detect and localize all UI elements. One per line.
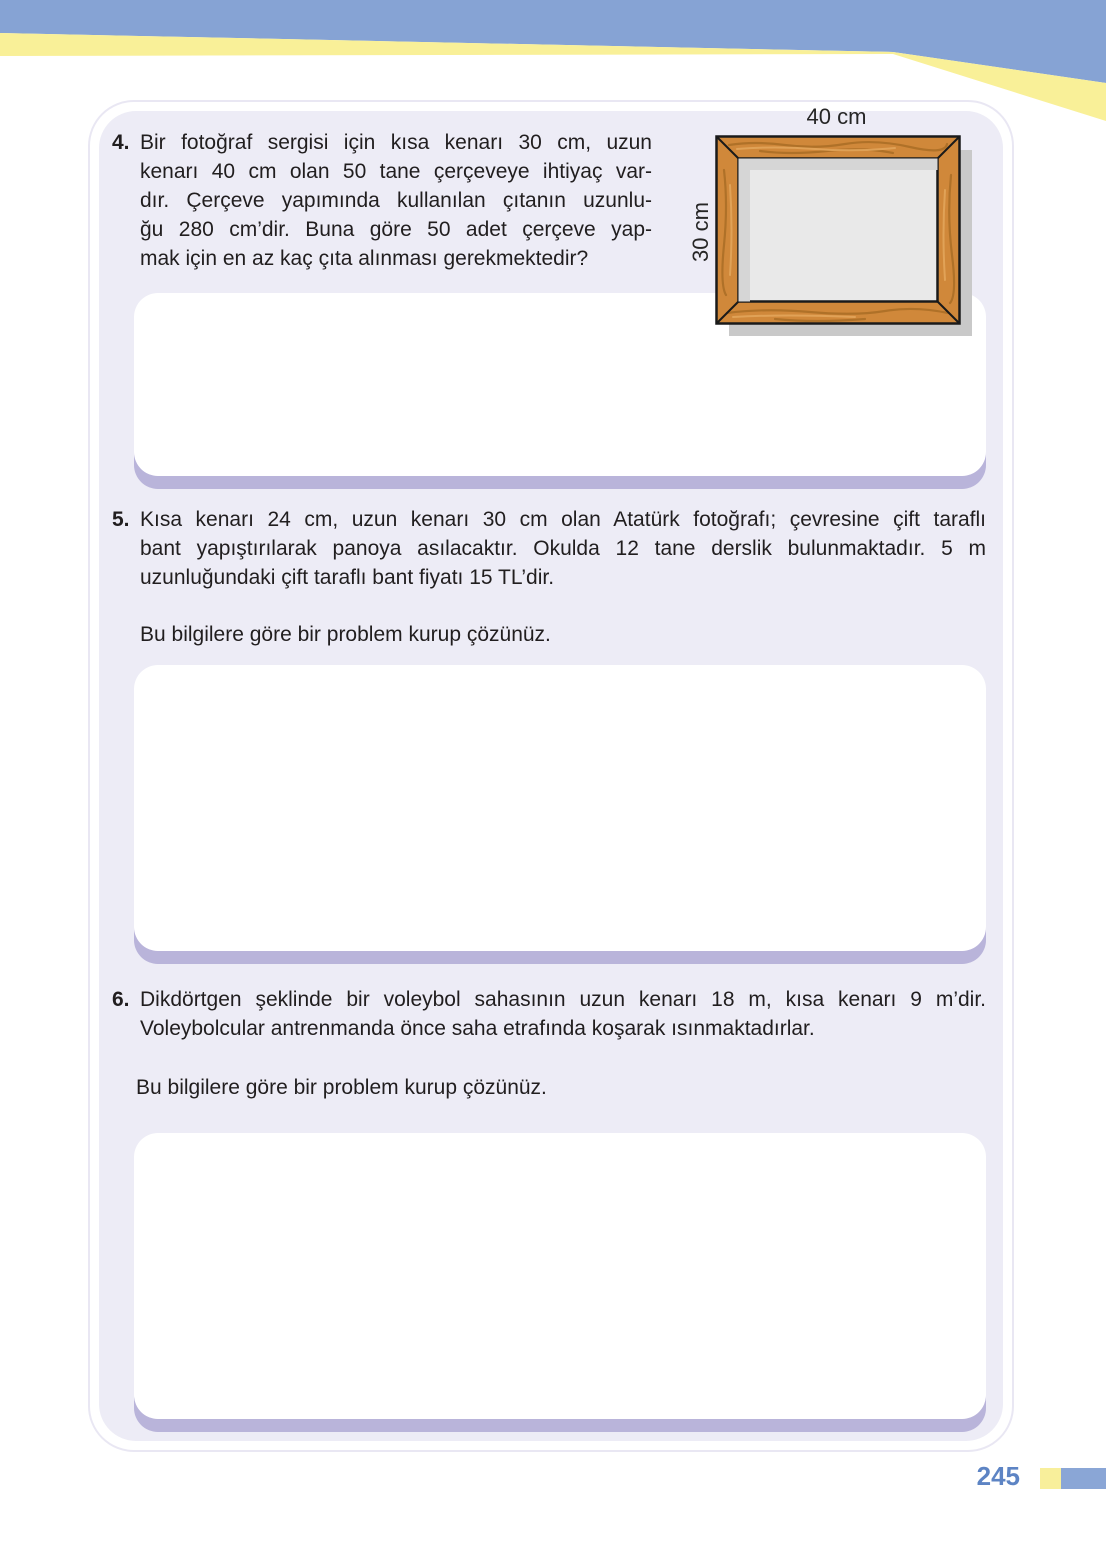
question-5-line-2: bant yapıştırılarak panoya asılacaktır. Okulda 12 tane derslik bulunmaktadır. 5 m [140,537,986,560]
question-4-line-1: Bir fotoğraf sergisi için kısa kenarı 30 cm, uzun [140,131,652,154]
wooden-frame-illustration [715,135,975,339]
question-4-line-2: kenarı 40 cm olan 50 tane çerçeveye ihtiyaç var- [140,160,652,183]
question-4 [112,128,652,273]
question-6-number: 6. [112,988,130,1011]
question-4-line-5: mak için en az kaç çıta alınması gerekmektedir? [140,247,589,270]
frame-width-label: 40 cm [806,104,867,129]
page-number: 245 [976,1461,1020,1491]
answer-box-question-5 [134,665,986,951]
frame-photo-area [739,159,938,302]
question-4-line-3: dır. Çerçeve yapımında kullanılan çıtanın uzunlu- [140,189,652,212]
question-5-number: 5. [112,508,130,531]
question-5-prompt: Bu bilgilere göre bir problem kurup çözünüz. [140,623,551,646]
footer-blue-rectangle [1061,1468,1106,1489]
question-4-text [140,128,652,273]
question-5-text [140,505,986,592]
question-4-number: 4. [112,131,130,154]
question-6-line-2: Voleybolcular antrenmanda önce saha etrafında koşarak ısınmaktadırlar. [140,1017,815,1040]
answer-box-question-6 [134,1133,986,1419]
frame-height-label: 30 cm [688,202,713,262]
question-5-line-3: uzunluğundaki çift taraflı bant fiyatı 15 TL’dir. [140,566,555,589]
question-5-line-1: Kısa kenarı 24 cm, uzun kenarı 30 cm olan Atatürk fotoğrafı; çevresine çift taraflı [140,508,986,531]
question-6-text [140,985,986,1043]
question-6-prompt: Bu bilgilere göre bir problem kurup çözünüz. [136,1076,547,1099]
footer-yellow-square [1040,1468,1061,1489]
question-6-line-1: Dikdörtgen şeklinde bir voleybol sahasının uzun kenarı 18 m, kısa kenarı 9 m’dir. [140,988,986,1011]
photo-frame-figure [688,104,980,350]
question-6 [112,985,986,1043]
question-4-line-4: ğu 280 cm’dir. Buna göre 50 adet çerçeve yap- [140,218,652,241]
question-5 [112,505,986,592]
